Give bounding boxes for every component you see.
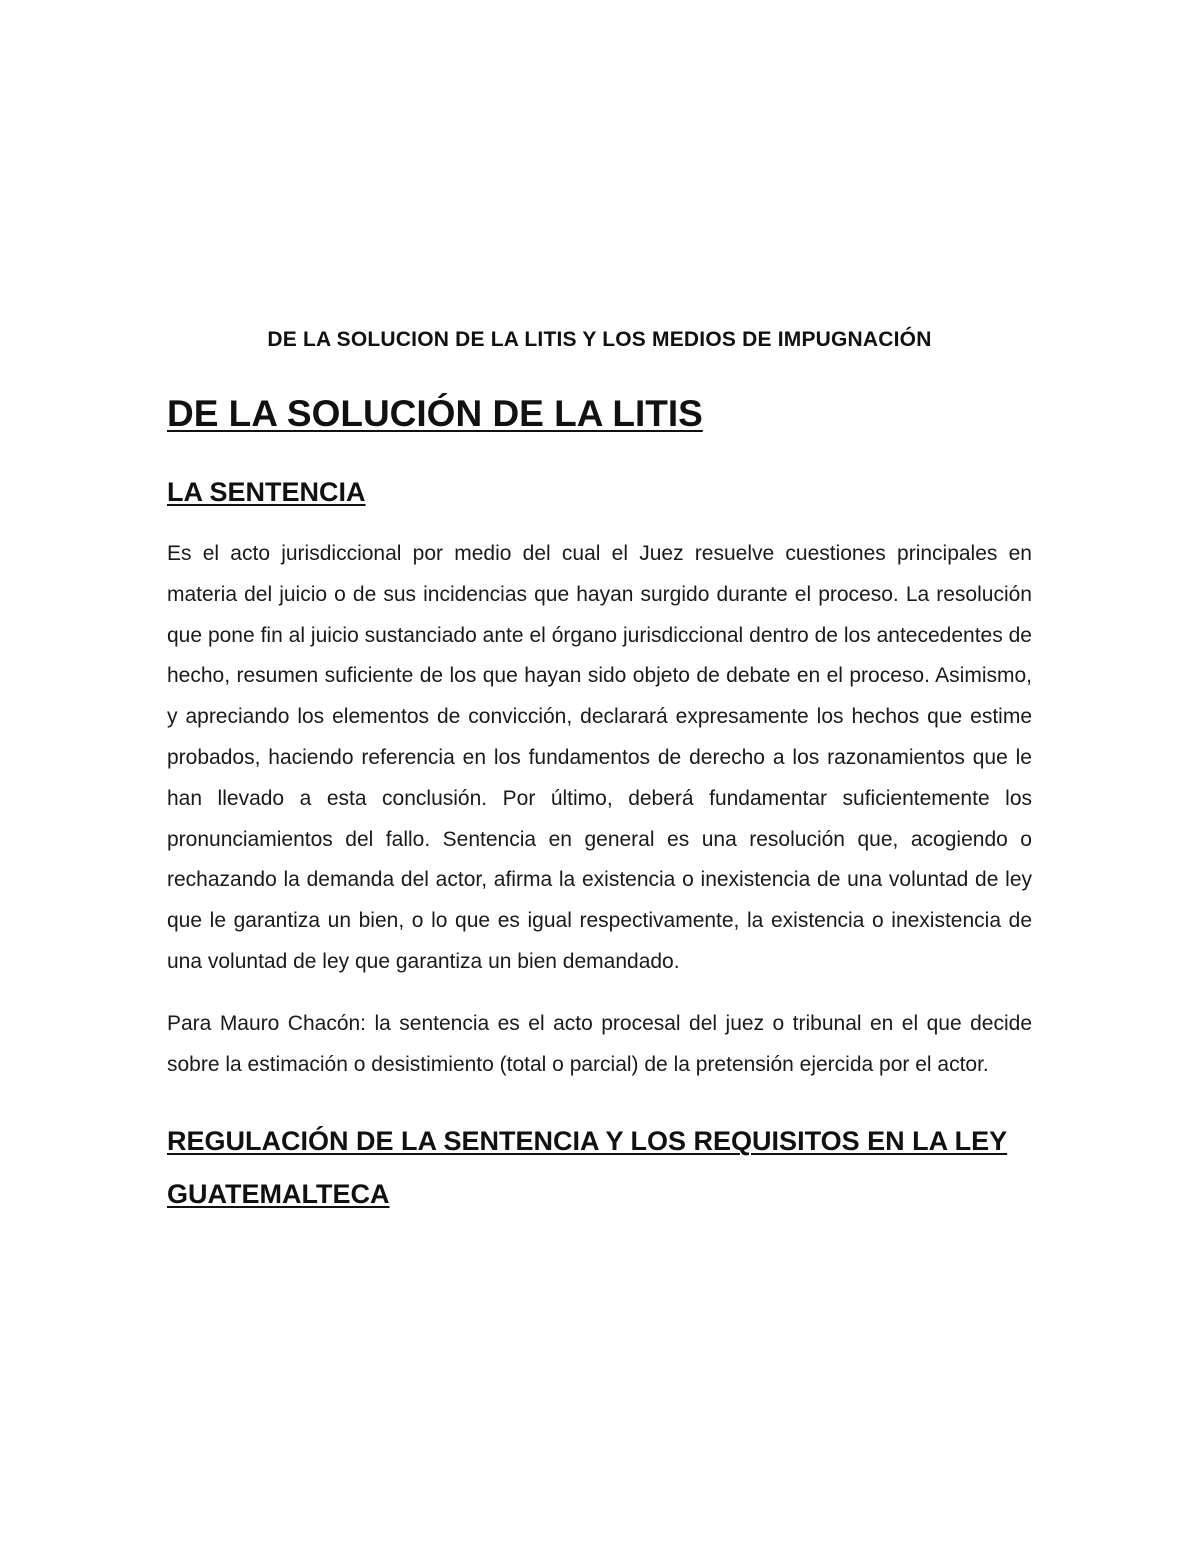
- main-heading: DE LA SOLUCIÓN DE LA LITIS: [167, 393, 703, 434]
- section-heading-regulacion: REGULACIÓN DE LA SENTENCIA Y LOS REQUISITOS EN LA LEY GUATEMALTECA: [167, 1126, 1008, 1210]
- section-heading-sentencia: LA SENTENCIA: [167, 477, 366, 507]
- paragraph-mauro-chacon: Para Mauro Chacón: la sentencia es el acto procesal del juez o tribunal en el que decide sobre la estimación o desistimiento (total o parcial) de la pretensión ejercida por el actor.: [167, 1011, 1032, 1076]
- document-title: DE LA SOLUCION DE LA LITIS Y LOS MEDIOS DE IMPUGNACIÓN: [267, 328, 932, 351]
- paragraph-definition: Es el acto jurisdiccional por medio del cual el Juez resuelve cuestiones principales en materia del juicio o de sus incidencias que hayan surgido durante el proceso. La resolución que pone fin al juicio sustanciado ante el órgano jurisdiccional dentro de los antecedentes de hecho, resumen suficiente de los que hayan sido objeto de debate en el proceso. Asimismo, y apreciando los elementos de convicción, declarará expresamente los hechos que estime probados, haciendo referencia en los fundamentos de derecho a los razonamientos que le han llevado a esta conclusión. Por último, deberá fundamentar suficientemente los pronunciamientos del fallo. Sentencia en general es una resolución que, acogiendo o rechazando la demanda del actor, afirma la existencia o inexistencia de una voluntad de ley que le garantiza un bien, o lo que es igual respectivamente, la existencia o inexistencia de una voluntad de ley que garantiza un bien demandado.: [167, 542, 1032, 973]
- document-content: [167, 322, 1032, 1221]
